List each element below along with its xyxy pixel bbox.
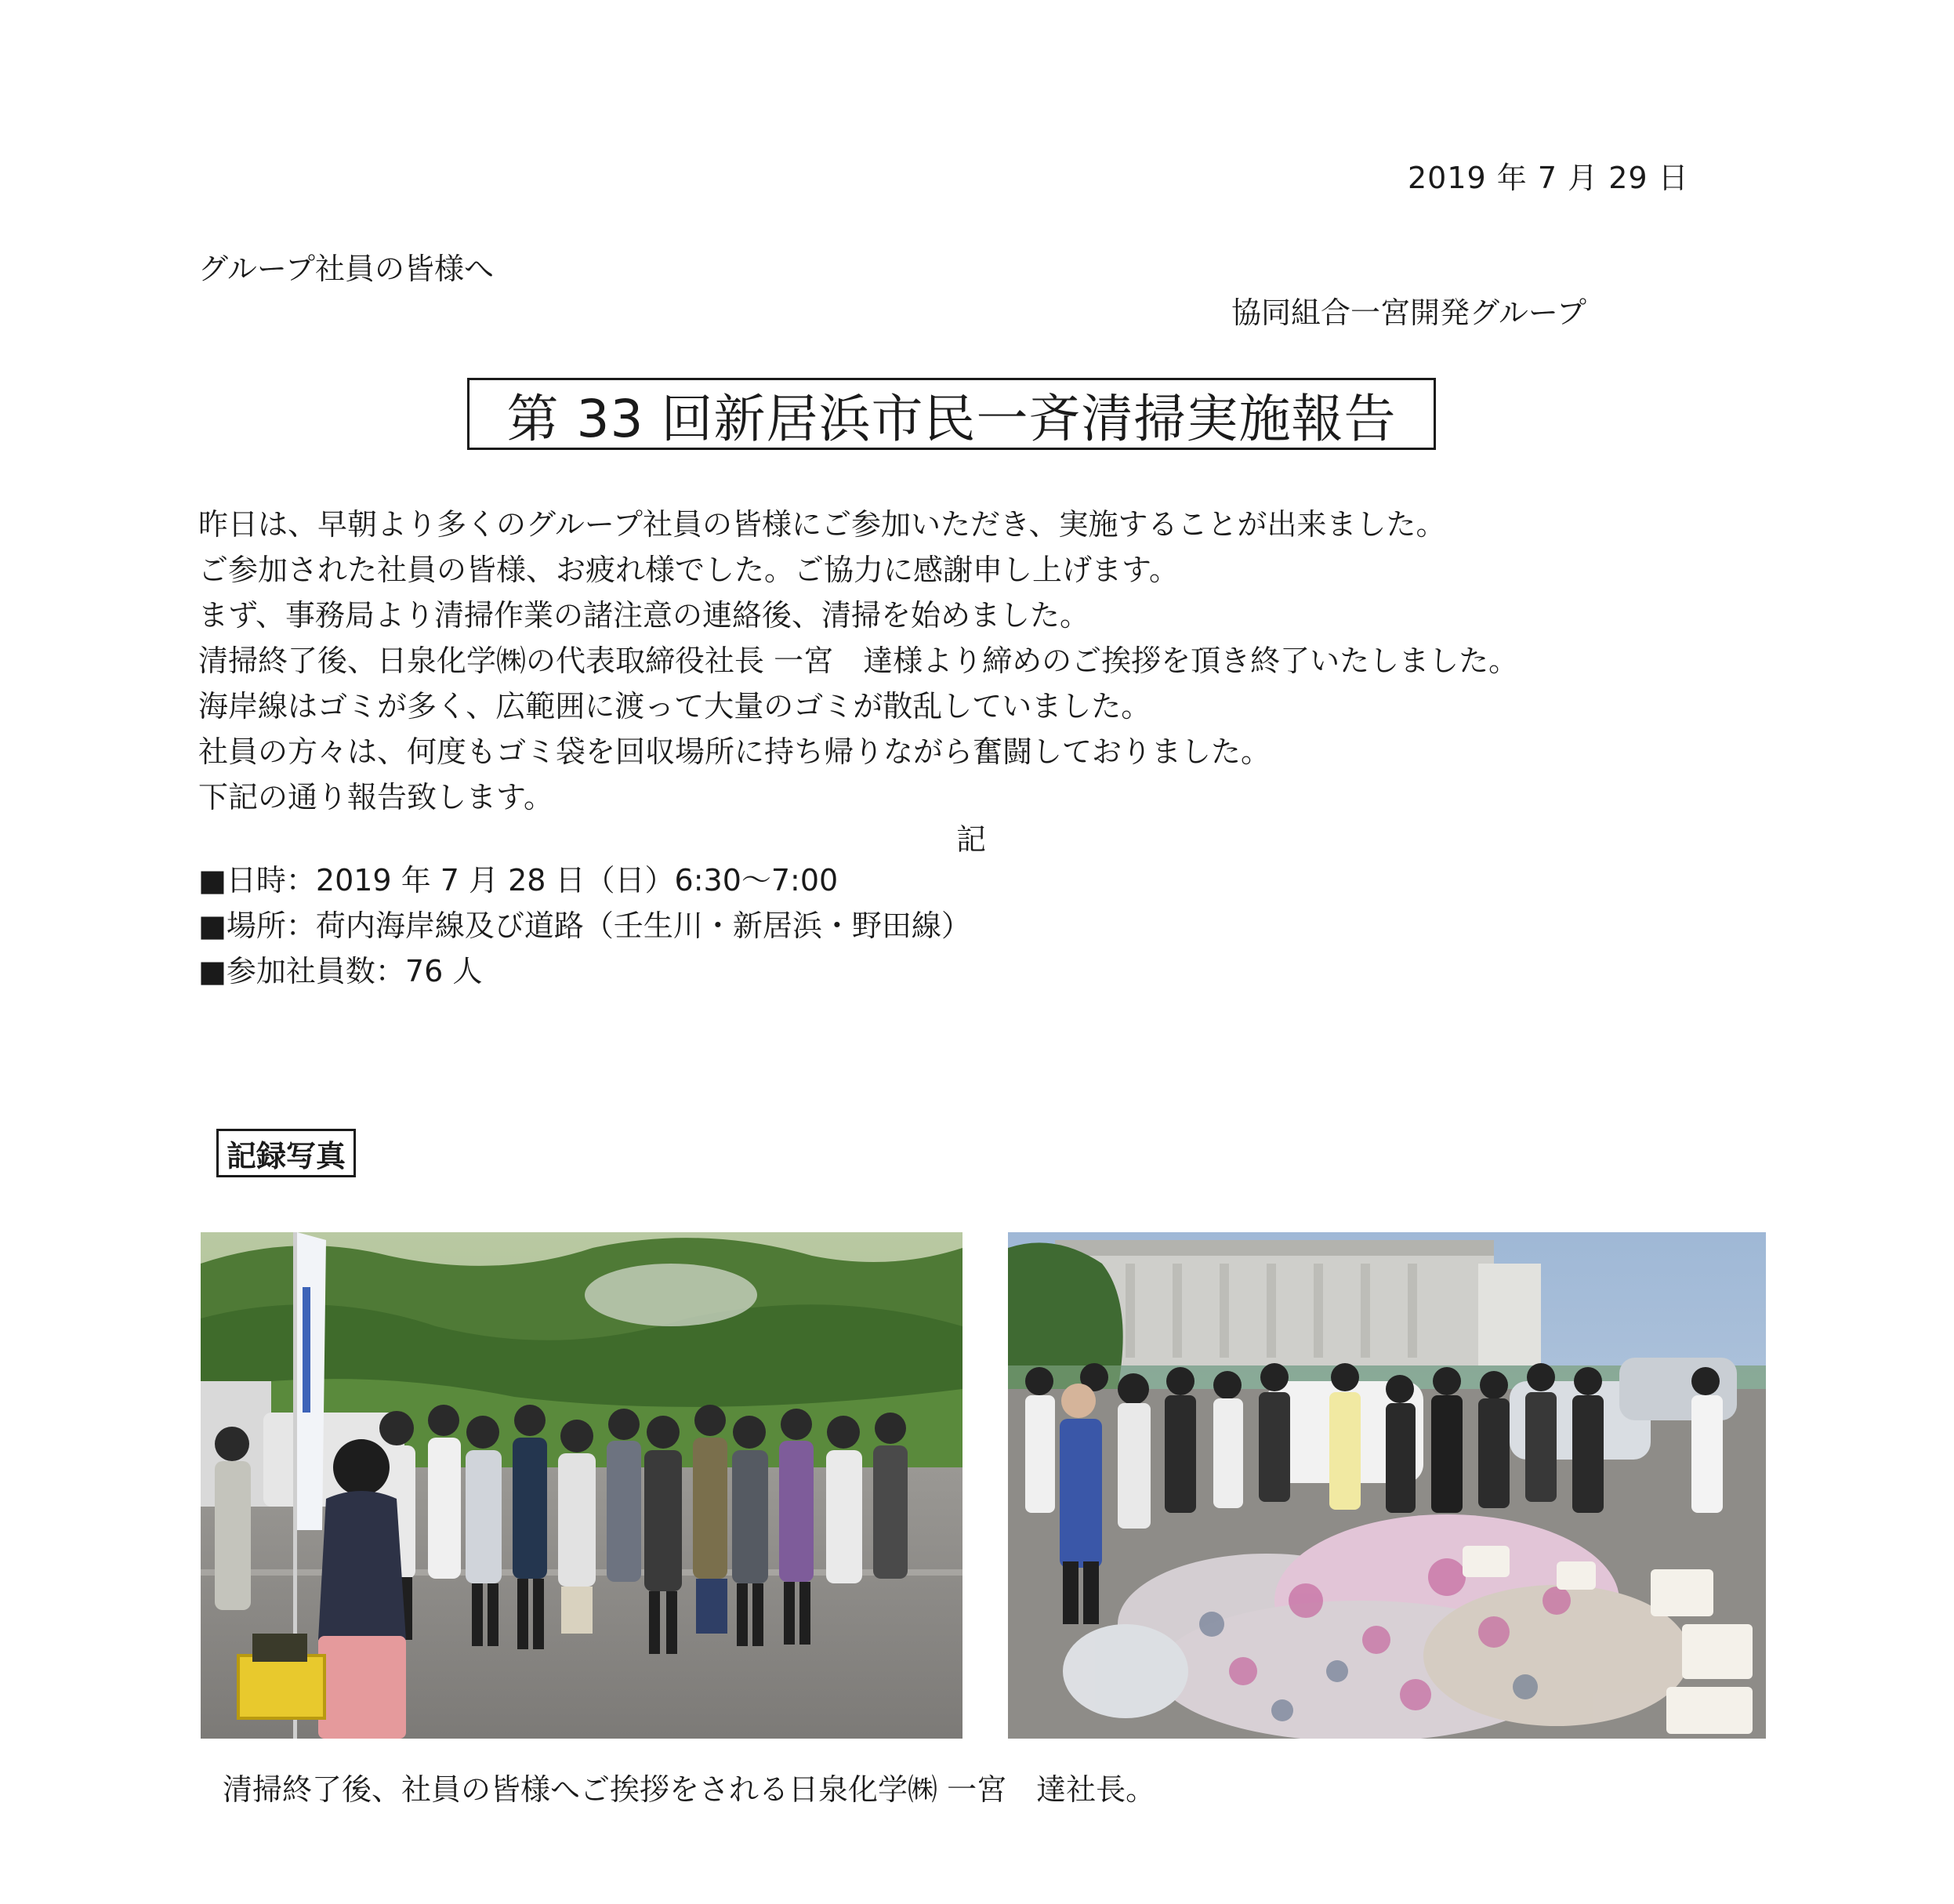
body-line: 社員の方々は、何度もゴミ袋を回収場所に持ち帰りながら奮闘しておりました。 <box>198 734 1271 769</box>
document-date: 2019 年 7 月 29 日 <box>1408 161 1689 195</box>
photo-section-label: 記録写真 <box>226 1138 346 1173</box>
photo-section-label-box <box>216 1129 356 1177</box>
recipient-line: グループ社員の皆様へ <box>198 252 494 286</box>
ki-heading: 記 <box>956 822 987 857</box>
details-list <box>198 858 971 994</box>
photo-collected-garbage <box>1008 1232 1766 1739</box>
detail-datetime: ■日時：2019 年 7 月 28 日（日）6:30～7:00 <box>198 863 839 898</box>
body-line: 下記の通り報告致します。 <box>198 780 553 814</box>
body-line: ご参加された社員の皆様、お疲れ様でした。ご協力に感謝申し上げます。 <box>198 553 1179 587</box>
title-box <box>467 378 1436 450</box>
photo-caption: 清掃終了後、社員の皆様へご挨拶をされる日泉化学㈱ 一宮 達社長。 <box>223 1772 1156 1807</box>
body-line: 昨日は、早朝より多くのグループ社員の皆様にご参加いただき、実施することが出来ました。 <box>198 507 1446 542</box>
sender-line: 協同組合一宮開発グループ <box>1231 296 1586 330</box>
body-line: まず、事務局より清掃作業の諸注意の連絡後、清掃を始めました。 <box>198 598 1089 633</box>
photo-group-greeting <box>201 1232 962 1739</box>
detail-location: ■場所：荷内海岸線及び道路（壬生川・新居浜・野田線） <box>198 908 971 943</box>
detail-participants: ■参加社員数：76 人 <box>198 954 483 988</box>
body-line: 清掃終了後、日泉化学㈱の代表取締役社長 一宮 達様より締めのご挨拶を頂き終了いたしました。 <box>198 644 1519 678</box>
body-text <box>198 502 1518 820</box>
body-line: 海岸線はゴミが多く、広範囲に渡って大量のゴミが散乱していました。 <box>198 689 1151 724</box>
document-title: 第 33 回新居浜市民一斉清掃実施報告 <box>506 388 1397 449</box>
